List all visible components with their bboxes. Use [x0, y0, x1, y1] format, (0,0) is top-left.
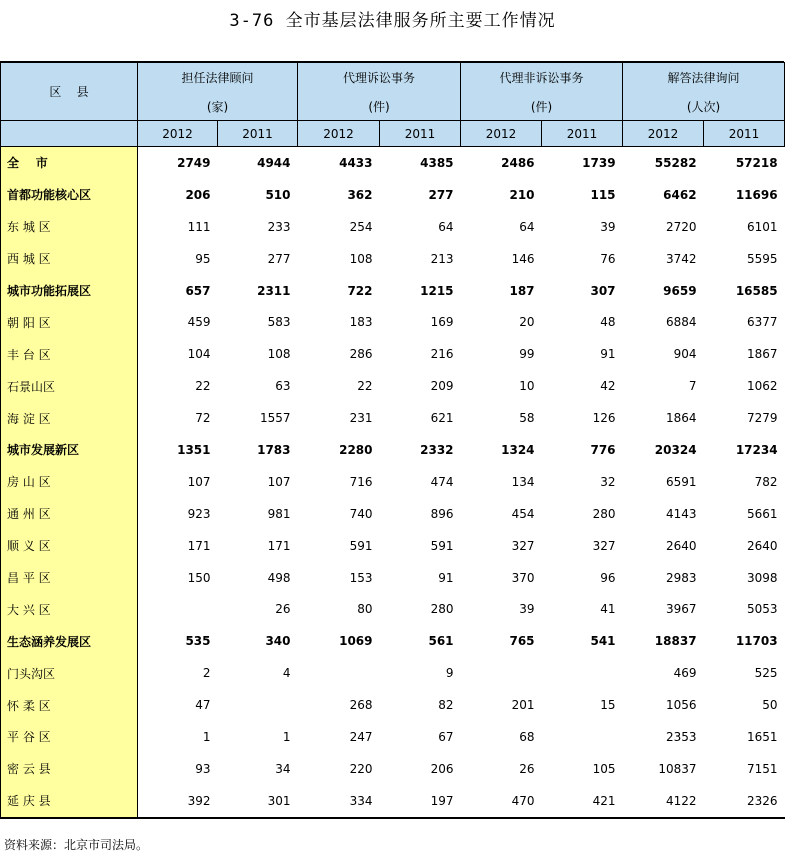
area-header-spacer: [1, 121, 138, 147]
table-cell: 17234: [735, 442, 778, 457]
row-label: 城市发展新区: [1, 434, 138, 466]
row-label: 顺 义 区: [1, 530, 138, 562]
table-row: [1, 402, 785, 434]
table-cell: 10: [519, 379, 535, 394]
table-cell: 4: [282, 666, 291, 681]
table-row: [1, 370, 785, 402]
table-cell: 765: [509, 634, 535, 649]
table-cell: [218, 689, 298, 721]
table-cell: 197: [380, 785, 461, 818]
table-cell: 923: [187, 506, 211, 521]
table-cell: 1215: [420, 283, 454, 298]
table-row: [1, 721, 785, 753]
table-cell: 5661: [747, 506, 778, 521]
row-label: 首都功能核心区: [1, 179, 138, 211]
table-cell: 6462: [663, 187, 697, 202]
table-cell: 2720: [666, 219, 697, 234]
table-cell: 535: [185, 634, 211, 649]
table-row: [1, 657, 785, 689]
table-cell: 5595: [747, 251, 778, 266]
table-cell: 621: [430, 411, 454, 426]
table-cell: 183: [349, 315, 373, 330]
table-cell: 134: [511, 474, 535, 489]
table-cell: 1783: [257, 442, 291, 457]
year-header: 2012: [461, 121, 542, 147]
table-row: [1, 275, 785, 307]
table-body: [1, 147, 785, 818]
row-label: 西 城 区: [1, 243, 138, 275]
table-cell: 280: [592, 506, 616, 521]
table-row: [1, 625, 785, 657]
table-cell: 146: [511, 251, 535, 266]
row-label: 门头沟区: [1, 657, 138, 689]
table-row: [1, 243, 785, 275]
table-cell: 169: [430, 315, 454, 330]
table-cell: 210: [509, 187, 535, 202]
table-cell: 20324: [654, 442, 697, 457]
group-header: 解答法律询问: [623, 63, 785, 93]
table-cell: 2: [202, 666, 211, 681]
table-cell: 5053: [747, 602, 778, 617]
table-cell: [461, 657, 542, 689]
table-cell: 96: [600, 570, 616, 585]
table-cell: 26: [519, 761, 535, 776]
table-cell: 4122: [623, 785, 704, 818]
table-cell: 459: [187, 315, 211, 330]
table-cell: 11696: [735, 187, 778, 202]
table-cell: 206: [185, 187, 211, 202]
table-cell: 107: [187, 474, 211, 489]
table-cell: [138, 593, 218, 625]
row-label: 全 市: [1, 147, 138, 179]
table-cell: 187: [509, 283, 535, 298]
table-cell: [542, 657, 623, 689]
table-cell: 231: [349, 411, 373, 426]
table-cell: 498: [267, 570, 291, 585]
row-label: 朝 阳 区: [1, 306, 138, 338]
table-cell: 2311: [257, 283, 291, 298]
table-cell: 2983: [666, 570, 697, 585]
table-cell: 18837: [654, 634, 697, 649]
table-cell: 1062: [747, 379, 778, 394]
table-cell: 108: [349, 251, 373, 266]
table-cell: 72: [195, 411, 211, 426]
table-cell: 327: [511, 538, 535, 553]
table-cell: 716: [349, 474, 373, 489]
table-cell: 55282: [654, 155, 697, 170]
group-unit: (件): [298, 92, 461, 121]
table-row: [1, 593, 785, 625]
table-cell: 6884: [666, 315, 697, 330]
row-label: 生态涵养发展区: [1, 625, 138, 657]
table-cell: 64: [438, 219, 454, 234]
table-cell: 115: [590, 187, 616, 202]
table-cell: 26: [275, 602, 291, 617]
table-cell: 22: [195, 379, 211, 394]
group-unit: (人次): [623, 92, 785, 121]
table-cell: 7151: [747, 761, 778, 776]
table-cell: 213: [430, 251, 454, 266]
table-cell: 583: [267, 315, 291, 330]
table-cell: 58: [519, 411, 535, 426]
table-row: [1, 785, 785, 818]
table-cell: 2326: [704, 785, 785, 818]
page-title: 3-76 全市基层法律服务所主要工作情况: [229, 11, 556, 31]
table-cell: 1069: [339, 634, 373, 649]
row-label: 石景山区: [1, 370, 138, 402]
table-cell: 7: [688, 379, 697, 394]
table-cell: 2280: [339, 442, 373, 457]
table-cell: 2640: [747, 538, 778, 553]
table-cell: 657: [185, 283, 211, 298]
table-cell: 981: [267, 506, 291, 521]
table-cell: 39: [600, 219, 616, 234]
table-cell: 2353: [666, 729, 697, 744]
table-row: [1, 306, 785, 338]
table-cell: 206: [430, 761, 454, 776]
table-cell: 42: [600, 379, 616, 394]
table-cell: 3742: [666, 251, 697, 266]
table-cell: 48: [600, 315, 616, 330]
table-cell: 76: [600, 251, 616, 266]
table-cell: 50: [762, 698, 778, 713]
table-cell: 2486: [501, 155, 535, 170]
year-header: 2012: [623, 121, 704, 147]
table-cell: 93: [195, 761, 211, 776]
table-cell: 2749: [177, 155, 211, 170]
table-cell: 32: [600, 474, 616, 489]
table-cell: 171: [267, 538, 291, 553]
table-cell: 6377: [747, 315, 778, 330]
table-cell: 3967: [666, 602, 697, 617]
table-cell: 64: [519, 219, 535, 234]
data-table: [0, 62, 785, 819]
table-cell: 150: [187, 570, 211, 585]
table-cell: 280: [430, 602, 454, 617]
table-cell: 47: [195, 698, 211, 713]
table-cell: 277: [267, 251, 291, 266]
year-header: 2011: [704, 121, 785, 147]
table-cell: 1056: [666, 698, 697, 713]
table-cell: 782: [754, 474, 778, 489]
row-label: 房 山 区: [1, 466, 138, 498]
row-label: 怀 柔 区: [1, 689, 138, 721]
table-cell: 392: [138, 785, 218, 818]
table-cell: 1: [282, 729, 291, 744]
table-cell: 421: [542, 785, 623, 818]
table-cell: 1557: [259, 411, 291, 426]
year-header: 2011: [380, 121, 461, 147]
table-cell: 91: [438, 570, 454, 585]
table-cell: 67: [438, 729, 454, 744]
table-cell: 277: [428, 187, 454, 202]
group-header: 代理非诉讼事务: [461, 63, 623, 93]
table-row: [1, 338, 785, 370]
table-cell: 9659: [663, 283, 697, 298]
table-cell: 10837: [658, 761, 697, 776]
row-label: 密 云 县: [1, 753, 138, 785]
table-cell: 1651: [747, 729, 778, 744]
table-cell: 216: [430, 347, 454, 362]
group-unit: (家): [138, 92, 298, 121]
table-cell: [542, 721, 623, 753]
table-row: [1, 498, 785, 530]
table-cell: 126: [592, 411, 616, 426]
table-cell: 525: [754, 666, 778, 681]
row-label: 昌 平 区: [1, 562, 138, 594]
row-label: 海 淀 区: [1, 402, 138, 434]
table-cell: 4143: [666, 506, 697, 521]
table-cell: 153: [349, 570, 373, 585]
table-row: [1, 147, 785, 179]
table-cell: 201: [511, 698, 535, 713]
table-cell: 591: [349, 538, 373, 553]
table-cell: 469: [673, 666, 697, 681]
year-header: 2011: [542, 121, 623, 147]
group-header: 代理诉讼事务: [298, 63, 461, 93]
table-cell: 591: [430, 538, 454, 553]
row-label: 通 州 区: [1, 498, 138, 530]
year-header: 2012: [298, 121, 380, 147]
table-cell: 4944: [257, 155, 291, 170]
table-cell: 254: [349, 219, 373, 234]
table-cell: 111: [187, 219, 211, 234]
table-cell: 6101: [747, 219, 778, 234]
table-cell: 105: [592, 761, 616, 776]
table-cell: 99: [519, 347, 535, 362]
area-column-header: 区 县: [1, 63, 138, 121]
table-cell: 95: [195, 251, 211, 266]
table-cell: 1739: [582, 155, 616, 170]
table-cell: 327: [592, 538, 616, 553]
table-cell: 904: [673, 347, 697, 362]
table-cell: 340: [265, 634, 291, 649]
table-cell: 362: [347, 187, 373, 202]
table-cell: 82: [438, 698, 454, 713]
table-cell: 171: [187, 538, 211, 553]
table-cell: 9: [445, 666, 454, 681]
table-cell: 80: [357, 602, 373, 617]
table-row: [1, 689, 785, 721]
table-cell: 268: [349, 698, 373, 713]
table-cell: 91: [600, 347, 616, 362]
table-cell: 16585: [735, 283, 778, 298]
table-cell: 104: [187, 347, 211, 362]
table-cell: 1: [202, 729, 211, 744]
table-cell: 34: [275, 761, 291, 776]
row-label: 丰 台 区: [1, 338, 138, 370]
table-row: [1, 753, 785, 785]
table-cell: 6591: [666, 474, 697, 489]
table-cell: 722: [347, 283, 373, 298]
table-cell: 41: [600, 602, 616, 617]
table-cell: 370: [511, 570, 535, 585]
table-cell: 247: [349, 729, 373, 744]
row-label: 大 兴 区: [1, 593, 138, 625]
table-cell: 301: [218, 785, 298, 818]
table-row: [1, 211, 785, 243]
table-cell: 107: [267, 474, 291, 489]
table-cell: 57218: [735, 155, 778, 170]
table-cell: 740: [349, 506, 373, 521]
table-row: [1, 562, 785, 594]
group-unit: (件): [461, 92, 623, 121]
table-cell: 541: [590, 634, 616, 649]
table-cell: [298, 657, 380, 689]
table-cell: 209: [430, 379, 454, 394]
table-cell: 4433: [339, 155, 373, 170]
table-cell: 454: [511, 506, 535, 521]
table-row: [1, 179, 785, 211]
table-cell: 2332: [420, 442, 454, 457]
table-cell: 68: [519, 729, 535, 744]
table-cell: 220: [349, 761, 373, 776]
year-header: 2011: [218, 121, 298, 147]
table-cell: 2640: [666, 538, 697, 553]
source-note: 资料来源：北京市司法局。: [4, 838, 149, 852]
group-header: 担任法律顾问: [138, 63, 298, 93]
table-cell: 1864: [666, 411, 697, 426]
table-cell: 108: [267, 347, 291, 362]
table-cell: 63: [275, 379, 291, 394]
table-cell: 286: [349, 347, 373, 362]
table-cell: 896: [430, 506, 454, 521]
year-header: 2012: [138, 121, 218, 147]
table-cell: 470: [461, 785, 542, 818]
table-row: [1, 434, 785, 466]
table-cell: 22: [357, 379, 373, 394]
row-label: 城市功能拓展区: [1, 275, 138, 307]
table-cell: 776: [590, 442, 616, 457]
table-cell: 3098: [747, 570, 778, 585]
table-cell: 11703: [735, 634, 778, 649]
table-row: [1, 466, 785, 498]
table-cell: 561: [428, 634, 454, 649]
row-label: 平 谷 区: [1, 721, 138, 753]
table-cell: 510: [265, 187, 291, 202]
table-cell: 307: [590, 283, 616, 298]
table-cell: 474: [430, 474, 454, 489]
table-cell: 7279: [747, 411, 778, 426]
table-cell: 334: [298, 785, 380, 818]
row-label: 延 庆 县: [1, 785, 138, 818]
table-cell: 1867: [747, 347, 778, 362]
table-cell: 233: [267, 219, 291, 234]
table-cell: 1351: [177, 442, 211, 457]
table-cell: 39: [519, 602, 535, 617]
table-cell: 1324: [501, 442, 535, 457]
table-cell: 15: [600, 698, 616, 713]
table-cell: 20: [519, 315, 535, 330]
table-cell: 4385: [420, 155, 454, 170]
table-row: [1, 530, 785, 562]
row-label: 东 城 区: [1, 211, 138, 243]
